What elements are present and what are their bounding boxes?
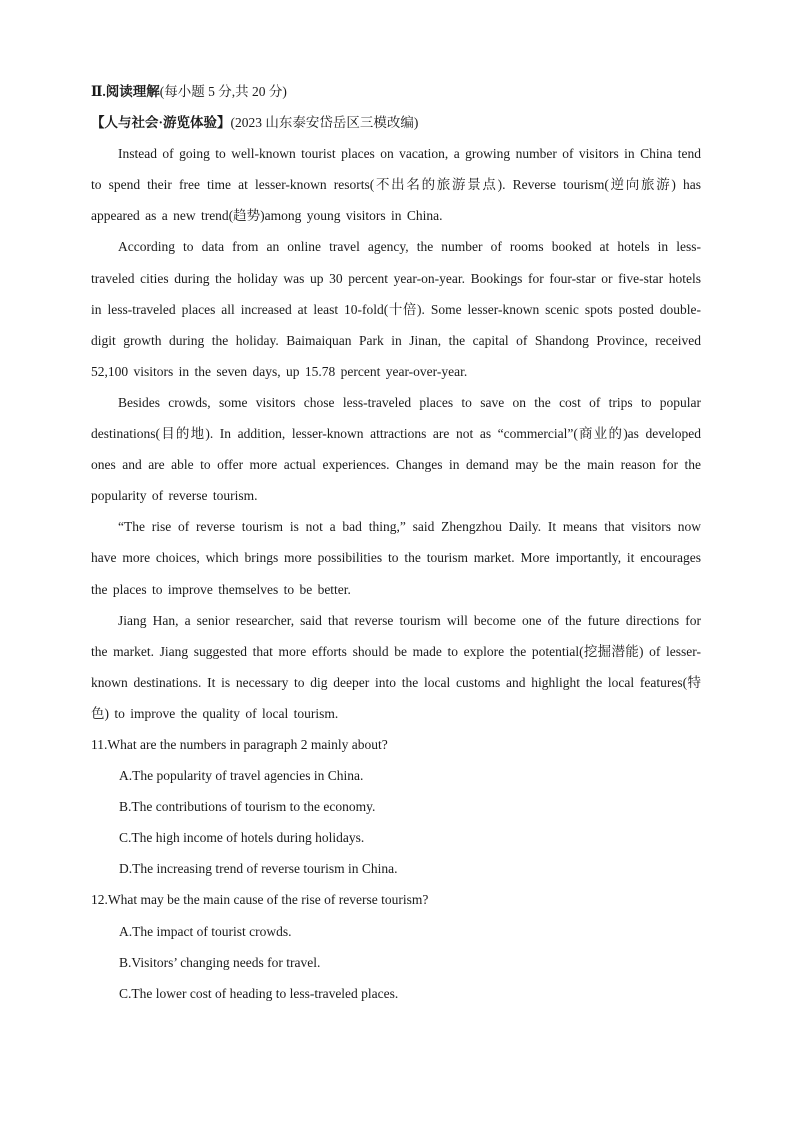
passage-paragraph-5: Jiang Han, a senior researcher, said that reverse tourism will become one of the future directions for the market. Jiang suggested that more efforts should be made to explore the potential(挖掘潜能) of lesser-known destinations. It is necessary to dig deeper into the local customs and highlight the local features(特色) to improve the quality of local tourism. xyxy=(91,612,701,721)
question-option: B.Visitors’ changing needs for travel. xyxy=(119,954,321,970)
question-11 xyxy=(91,729,701,884)
reading-passage xyxy=(91,138,701,729)
section-title xyxy=(91,76,701,107)
section-title-score: (每小题 5 分,共 20 分) xyxy=(159,84,287,99)
section-theme-bold: 【人与社会·游览体验】 xyxy=(91,115,231,131)
question-option: A.The impact of tourist crowds. xyxy=(119,923,292,939)
question-option: C.The lower cost of heading to less-traveled places. xyxy=(119,985,399,1001)
passage-paragraph-3: Besides crowds, some visitors chose less-traveled places to save on the cost of trips to popular destinations(目的地). In addition, lesser-known attractions are not as “commercial”(商业的)as developed ones and are able to offer more actual experiences. Changes in demand may be the main reason for the popularity of reverse tourism. xyxy=(91,394,701,504)
passage-paragraph-1: Instead of going to well-known tourist places on vacation, a growing number of visitors in China tend to spend their free time at lesser-known resorts(不出名的旅游景点). Reverse tourism(逆向旅游) has appeared as a new trend(趋势)among young visitors in China. xyxy=(91,146,701,224)
passage-paragraph-4: “The rise of reverse tourism is not a bad thing,” said Zhengzhou Daily. It means that visitors now have more choices, which brings more possibilities to the tourism market. More importantly, it encourages the places to improve themselves to be better. xyxy=(91,519,701,597)
question-stem: 12.What may be the main cause of the rise of reverse tourism? xyxy=(91,892,429,908)
question-12 xyxy=(91,884,701,1008)
question-option: D.The increasing trend of reverse tourism in China. xyxy=(119,861,398,877)
question-option: A.The popularity of travel agencies in China. xyxy=(119,768,364,784)
passage-paragraph-2: According to data from an online travel agency, the number of rooms booked at hotels in less-traveled cities during the holiday was up 30 percent year-on-year. Bookings for four-star or five-star hotels in less-traveled places all increased at least 10-fold(十倍). Some lesser-known scenic spots posted double-digit growth during the holiday. Baimaiquan Park in Jinan, the capital of Shandong Province, received 52,100 visitors in the seven days, up 15.78 percent year-over-year. xyxy=(91,239,701,379)
section-theme xyxy=(91,107,701,138)
section-theme-source: (2023 山东泰安岱岳区三模改编) xyxy=(230,115,419,131)
question-option: C.The high income of hotels during holidays. xyxy=(119,830,365,846)
question-stem: 11.What are the numbers in paragraph 2 mainly about? xyxy=(91,736,388,752)
question-option: B.The contributions of tourism to the economy. xyxy=(119,799,376,815)
exam-page xyxy=(91,76,701,1009)
section-title-bold: Ⅱ.阅读理解 xyxy=(91,84,160,99)
